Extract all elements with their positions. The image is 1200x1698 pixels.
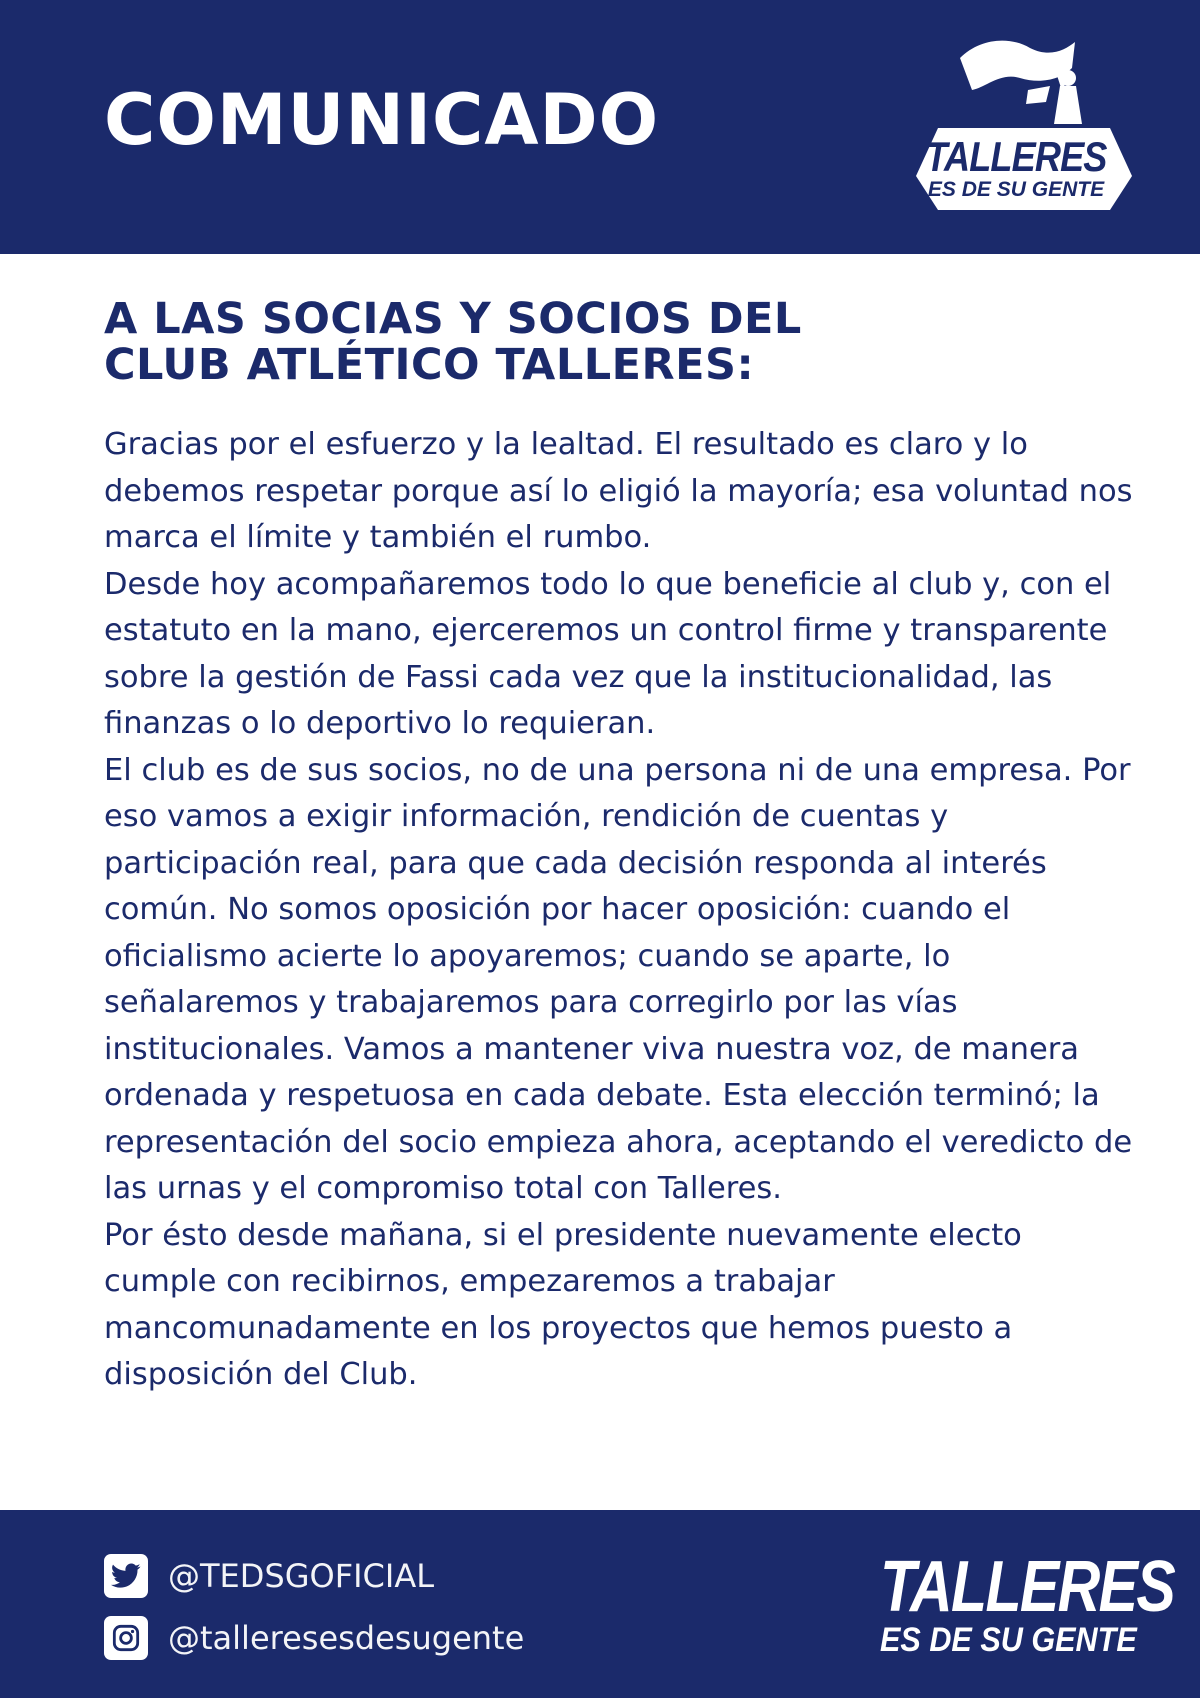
paragraph-3: El club es de sus socios, no de una persona ni de una empresa. Por eso vamos a exigir información, rendición de cuentas y participación real, para que cada decisión responda al interés común. No somos oposición por hacer oposición: cuando el oficialismo acierte lo apoyaremos; cuando se aparte, lo señalaremos y trabajaremos para corregirlo por las vías institucionales. Vamos a mantener viva nuestra voz, de manera ordenada y respetuosa en cada debate. Esta elección terminó; la representación del socio empieza ahora, aceptando el veredicto de las urnas y el compromiso total con Talleres. bbox=[104, 752, 1133, 1206]
footer-logo-tagline: ES DE SU GENTE bbox=[880, 1621, 1137, 1659]
statement-body bbox=[104, 422, 1134, 1399]
logo-brand-text: TALLERES bbox=[925, 133, 1107, 180]
heading-line-2: CLUB ATLÉTICO TALLERES: bbox=[104, 340, 755, 390]
statement-heading bbox=[104, 296, 1134, 388]
talleres-logo bbox=[900, 28, 1146, 214]
twitter-icon bbox=[104, 1554, 148, 1598]
twitter-handle: @TEDSGOFICIAL bbox=[168, 1557, 435, 1595]
twitter-link[interactable] bbox=[104, 1554, 434, 1598]
footer-logo bbox=[880, 1547, 1175, 1659]
footer-banner bbox=[0, 1510, 1200, 1698]
page-title: COMUNICADO bbox=[104, 79, 660, 161]
instagram-link[interactable] bbox=[104, 1616, 524, 1660]
paragraph-1: Gracias por el esfuerzo y la lealtad. El resultado es claro y lo debemos respetar porque así lo eligió la mayoría; esa voluntad nos marca el límite y también el rumbo. bbox=[104, 427, 1133, 555]
header-banner bbox=[0, 0, 1200, 254]
statement-content bbox=[104, 296, 1134, 1399]
instagram-icon bbox=[104, 1616, 148, 1660]
logo-tagline-text: ES DE SU GENTE bbox=[927, 178, 1105, 201]
heading-line-1: A LAS SOCIAS Y SOCIOS DEL bbox=[104, 294, 802, 344]
paragraph-2: Desde hoy acompañaremos todo lo que beneficie al club y, con el estatuto en la mano, ejerceremos un control firme y transparente sobre la gestión de Fassi cada vez que la institucionalidad, las finanzas o lo deportivo lo requieran. bbox=[104, 566, 1112, 741]
instagram-handle: @talleresesdesugente bbox=[168, 1619, 525, 1657]
paragraph-4: Por ésto desde mañana, si el presidente nuevamente electo cumple con recibirnos, empezaremos a trabajar mancomunadamente en los proyectos que hemos puesto a disposición del Club. bbox=[104, 1217, 1022, 1392]
footer-logo-brand: TALLERES bbox=[880, 1547, 1175, 1627]
